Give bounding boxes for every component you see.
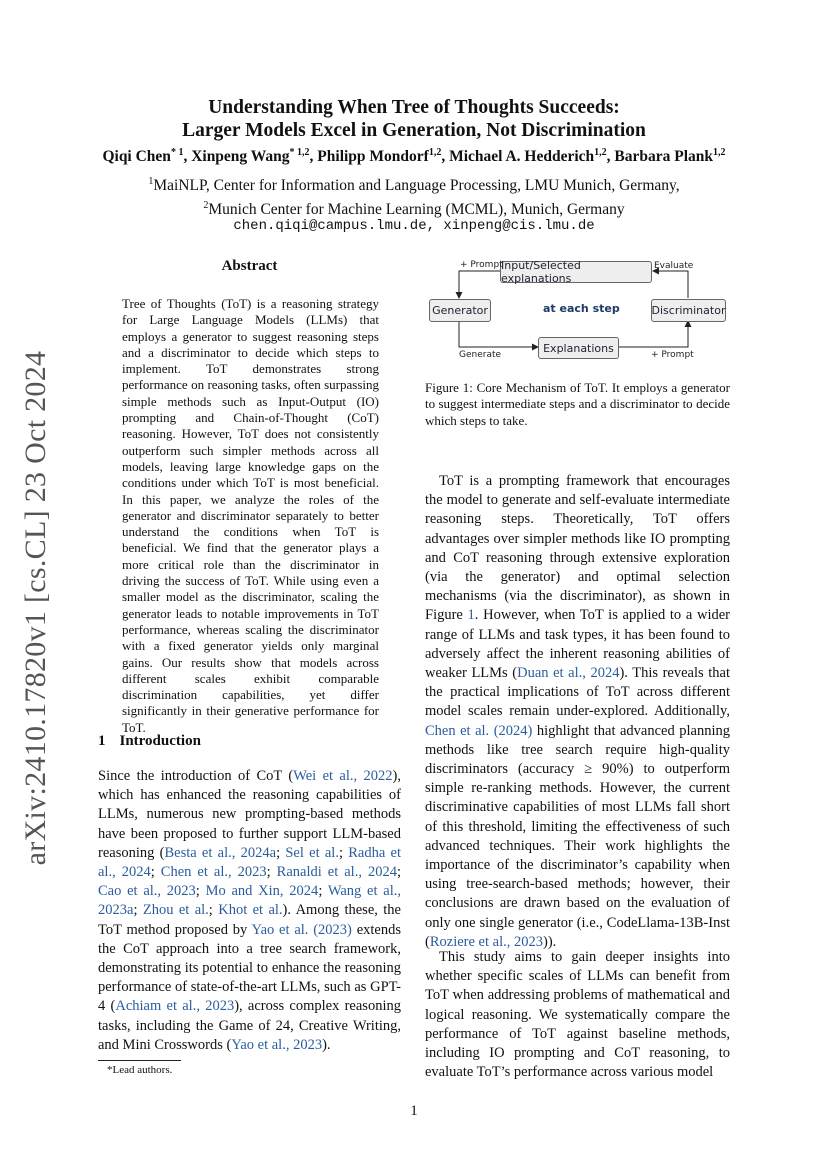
paper-title [0, 96, 828, 142]
abstract-heading: Abstract [221, 258, 278, 274]
citation-link[interactable]: Sel et al. [285, 844, 339, 861]
label-evaluate: Evaluate [654, 261, 694, 271]
title-line-1: Understanding When Tree of Thoughts Succeeds: [208, 97, 620, 118]
citation-link[interactable]: Ranaldi et al., 2024 [276, 864, 397, 881]
citation-link[interactable]: Wang et al., 2023a [98, 883, 401, 919]
text-run: ; [133, 902, 143, 919]
citation-link[interactable]: Radha et al., 2024 [98, 844, 402, 881]
figure-center-label: at each step [543, 302, 620, 315]
author: Barbara Plank$^{1,2}$ [614, 147, 726, 166]
citation-link[interactable]: Wei et al., 2022 [293, 768, 393, 784]
text-run: ; [266, 864, 277, 881]
footnote: *Lead authors. [107, 1064, 173, 1076]
author: Xinpeng Wang$^{* 1,2}$ [191, 147, 310, 166]
footnote-rule [98, 1060, 181, 1061]
text-run: ; [195, 883, 206, 900]
citation-link[interactable]: Cao et al., 2023 [98, 883, 196, 900]
text-run: . However, when ToT is applied to a wider range of LLMs and task types, it has been found to adversely affect the inherent reasoning abilities of weaker LLMs ( [425, 607, 730, 682]
affiliations [0, 172, 828, 220]
affiliation: $^1$MaiNLP, Center for Information and Language Processing, LMU Munich, Germany, [148, 176, 680, 195]
generator-box: Generator [429, 299, 491, 322]
affiliation: $^2$Munich Center for Machine Learning (MCML), Munich, Germany [203, 200, 625, 219]
intro-paragraph-right-2: This study aims to gain deeper insights into whether specific scales of LLMs can benefit from ToT when addressing problems of mathematical and logical reasoning. We systematically compare the performance of ToT against baseline methods, including IO prompting and CoT reasoning, to evaluate ToT’s performance across various model [425, 949, 730, 1081]
citation-link[interactable]: Zhou et al. [142, 902, 209, 919]
page-number: 1 [410, 1103, 418, 1119]
text-run: Since the introduction of CoT ( [98, 768, 294, 784]
author-emails: chen.qiqi@campus.lmu.de, xinpeng@cis.lmu.de [233, 218, 595, 234]
text-run: ). This reveals that the practical implications of ToT across different model scales remain under-explored. Additionally, [425, 665, 730, 720]
figure-tot-mechanism [425, 258, 730, 368]
text-run: ; [396, 864, 402, 881]
section-heading: 1 Introduction [98, 733, 201, 749]
text-run: ; [338, 844, 349, 861]
text-run: ; [208, 902, 219, 919]
citation-link[interactable]: 1 [467, 607, 475, 624]
intro-paragraph-right-1 [425, 472, 730, 952]
citation-link[interactable]: Khot et al. [218, 902, 283, 919]
citation-link[interactable]: Roziere et al., 2023 [429, 933, 543, 950]
text-run: highlight that advanced planning methods like tree search require high-quality discriminators (accuracy ≥ 90%) to outperform simple re-ranking methods. However, the current discriminative capabilities of most LLMs fall short of this threshold, limiting the effectiveness of such advanced techniques. Their work highlights the importance of the discriminator’s capability when using tree-search-based methods; however, their conclusions are drawn based on the evaluation of only one single generator (i.e., CodeLlama-13B-Inst ( [425, 722, 730, 950]
arxiv-stamp: arXiv:2410.17820v1 [cs.CL] 23 Oct 2024 [19, 350, 52, 866]
discriminator-box: Discriminator [651, 299, 726, 322]
citation-link[interactable]: Chen et al., 2023 [160, 864, 267, 881]
text-run: ), which has enhanced the reasoning capabilities of LLMs, numerous new prompting-based methods have been proposed to further support LLM-based reasoning ( [98, 768, 401, 861]
label-plus-prompt-bottom: + Prompt [651, 350, 694, 360]
citation-link[interactable]: Chen et al. (2024) [425, 722, 533, 739]
figure-caption: Figure 1: Core Mechanism of ToT. It employs a generator to suggest intermediate steps and a discriminator to decide which steps to take. [425, 380, 730, 428]
author: Michael A. Hedderich$^{1,2}$ [449, 147, 607, 166]
text-run: extends the CoT approach into a tree search framework, demonstrating its potential to enhance the reasoning performance of state-of-the-art LLMs, such as GPT-4 ( [98, 921, 401, 1015]
label-generate: Generate [459, 350, 502, 360]
citation-link[interactable]: Duan et al., 2024 [517, 665, 620, 682]
citation-link[interactable]: Yao et al., 2023 [231, 1036, 323, 1053]
author: Philipp Mondorf$^{1,2}$ [317, 147, 442, 166]
text-run: ), across complex reasoning tasks, including the Game of 24, Creative Writing, and Mini Crosswords ( [98, 998, 401, 1053]
author-list: Qiqi Chen$^{* 1}$, Xinpeng Wang$^{* 1,2}$, Philipp Mondorf$^{1,2}$, Michael A. Hedderich$^{1,2}$, Barbara Plank$^{1,2}$ [102, 147, 726, 166]
text-run: ; [318, 883, 328, 900]
label-plus-prompt-top: + Prompt [460, 260, 503, 270]
title-line-2: Larger Models Excel in Generation, Not Discrimination [182, 120, 646, 141]
citation-link[interactable]: Mo and Xin, 2024 [205, 883, 319, 900]
author: Qiqi Chen$^{* 1}$ [102, 147, 184, 166]
intro-paragraph-left [98, 767, 401, 1055]
explanations-box: Explanations [538, 337, 619, 359]
citation-link[interactable]: Besta et al., 2024a [164, 844, 277, 861]
citation-link[interactable]: Achiam et al., 2023 [115, 998, 235, 1015]
text-run: ). Among these, the ToT method proposed by [98, 902, 401, 938]
citation-link[interactable]: Yao et al. (2023) [251, 921, 352, 938]
text-run: ; [150, 864, 161, 881]
text-run: ; [276, 844, 286, 861]
text-run: )). [542, 933, 557, 950]
input-explanations-box: Input/Selected explanations [500, 261, 652, 283]
text-run: ToT is a prompting framework that encourages the model to generate and self-evaluate intermediate reasoning steps. Theoretically, ToT offers advantages over simpler methods like IO prompting and CoT reasoning through extensive exploration (via the generator) and optimal selection mechanisms (via the discriminator), as shown in Figure [425, 473, 730, 624]
text-run: ). [322, 1036, 331, 1053]
abstract-text: Tree of Thoughts (ToT) is a reasoning strategy for Large Language Models (LLMs) that employs a generator to suggest reasoning steps and a discriminator to decide which steps to implement. ToT demonstrates strong performance on reasoning tasks, often surpassing simple methods such as Input-Output (IO) prompting and Chain-of-Thought (CoT) reasoning. However, ToT does not consistently outperform such simpler methods across all models, leaving large knowledge gaps on the conditions under which ToT is most beneficial. In this paper, we analyze the roles of the generator and discriminator separately to better understand the conditions when ToT is beneficial. We find that the generator plays a more critical role than the discriminator in driving the success of ToT. While using even a smaller model as the discriminator, scaling the generator leads to notable improvements in ToT performance, whereas scaling the discriminator with a fixed generator yields only marginal gains. Our results show that models across different scales exhibit comparable discrimination capabilities, yet differ significantly in their generative performance for ToT. [122, 296, 379, 735]
